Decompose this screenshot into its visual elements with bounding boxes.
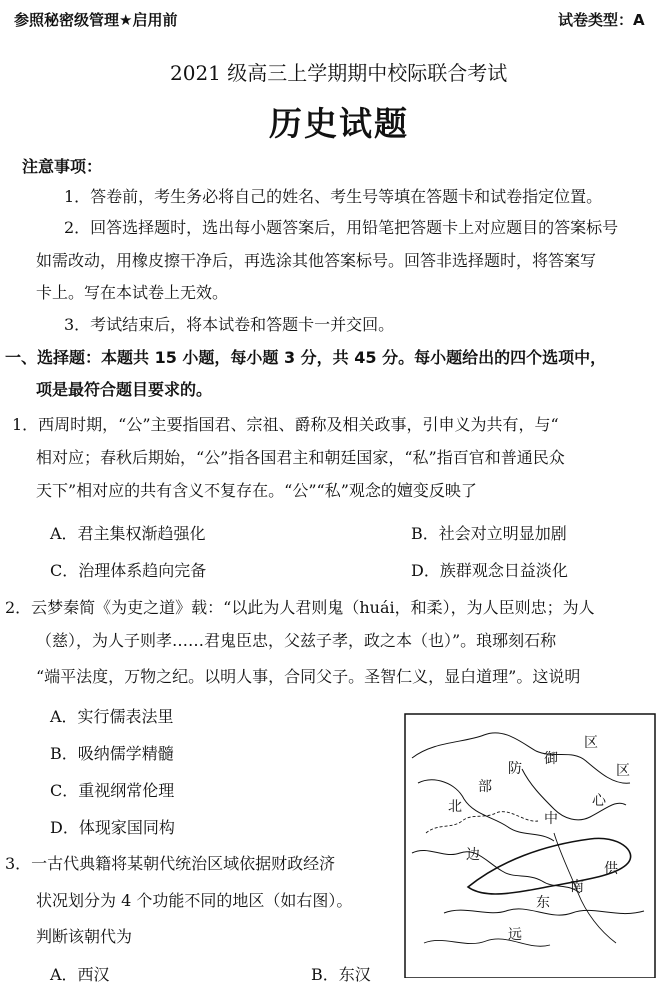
q3-stem-line3: 判断该朝代为 — [36, 927, 133, 946]
map-label-bian: 边 — [466, 847, 480, 863]
map-label-fang: 防 — [508, 761, 522, 777]
notice-item-2-cont: 如需改动，用橡皮擦干净后，再选涂其他答案标号。回答非选择题时，将答案写 — [36, 251, 597, 270]
notice-item-1: 1．答卷前，考生务必将自己的姓名、考生号等填在答题卡和试卷指定位置。 — [64, 187, 603, 206]
q3-option-b: B．东汉 — [311, 965, 371, 984]
map-label-qu-1: 区 — [584, 735, 598, 751]
q3-option-a: A．西汉 — [50, 965, 110, 984]
q1-stem-line1: 1．西周时期，“公”主要指国君、宗祖、爵称及相关政事，引申义为共有，与“ — [12, 415, 559, 434]
q2-stem-line3: “端平法度，万物之纪。以明人事，合同父子。圣智仁义，显白道理”。这说明 — [36, 667, 581, 686]
q1-stem-line2: 相对应；春秋后期始，“公”指各国君主和朝廷国家，“私”指百官和普通民众 — [36, 448, 565, 467]
notice-item-2: 2．回答选择题时，选出每小题答案后，用铅笔把答题卡上对应题目的答案标号 — [64, 218, 619, 237]
map-label-gong: 供 — [604, 861, 618, 877]
q1-stem-line3: 天下”相对应的共有含义不复存在。“公”“私”观念的嬗变反映了 — [36, 481, 477, 500]
paper-type-label: 试卷类型：A — [558, 11, 645, 29]
subject-title: 历史试题 — [269, 104, 409, 143]
map-svg — [404, 713, 656, 978]
map-label-zhong: 中 — [544, 811, 558, 827]
section-heading: 一、选择题：本题共 15 小题，每小题 3 分，共 45 分。每小题给出的四个选项中， — [5, 348, 607, 367]
notice-heading: 注意事项： — [22, 157, 103, 176]
map-label-qu-2: 区 — [616, 763, 630, 779]
q1-option-b: B．社会对立明显加剧 — [411, 524, 567, 543]
q3-stem-line1: 3．一古代典籍将某朝代统治区域依据财政经济 — [5, 854, 336, 873]
notice-item-2-end: 卡上。写在本试卷上无效。 — [36, 283, 229, 302]
q2-option-a: A．实行儒表法里 — [50, 707, 174, 726]
exam-title: 2021 级高三上学期期中校际联合考试 — [170, 61, 508, 85]
q1-option-d: D．族群观念日益淡化 — [411, 561, 568, 580]
q1-option-a: A．君主集权渐趋强化 — [50, 524, 206, 543]
q2-stem-line1: 2．云梦秦简《为吏之道》载：“以此为人君则鬼（huái，和柔），为人臣则忠；为人 — [5, 598, 595, 617]
map-label-yuan: 远 — [508, 927, 522, 943]
map-label-dong: 东 — [536, 895, 550, 911]
q1-option-c: C．治理体系趋向完备 — [50, 561, 207, 580]
section-heading-cont: 项是最符合题目要求的。 — [36, 380, 213, 399]
map-label-nan: 南 — [570, 879, 584, 895]
regional-map-figure — [404, 713, 656, 978]
map-label-bu: 部 — [478, 779, 492, 795]
q3-stem-line2: 状况划分为 4 个功能不同的地区（如右图）。 — [36, 891, 353, 910]
q2-option-b: B．吸纳儒学精髓 — [50, 744, 174, 763]
map-label-xin: 心 — [592, 793, 606, 809]
q2-option-c: C．重视纲常伦理 — [50, 781, 175, 800]
confidentiality-label: 参照秘密级管理★启用前 — [14, 11, 178, 29]
q2-option-d: D．体现家国同构 — [50, 818, 175, 837]
map-label-yu: 御 — [544, 751, 558, 767]
notice-item-3: 3．考试结束后，将本试卷和答题卡一并交回。 — [64, 315, 395, 334]
q2-stem-line2: （慈），为人子则孝……君鬼臣忠，父兹子孝，政之本（也）”。琅琊刻石称 — [36, 631, 557, 650]
map-frame — [405, 714, 655, 978]
map-label-bei: 北 — [448, 799, 462, 815]
